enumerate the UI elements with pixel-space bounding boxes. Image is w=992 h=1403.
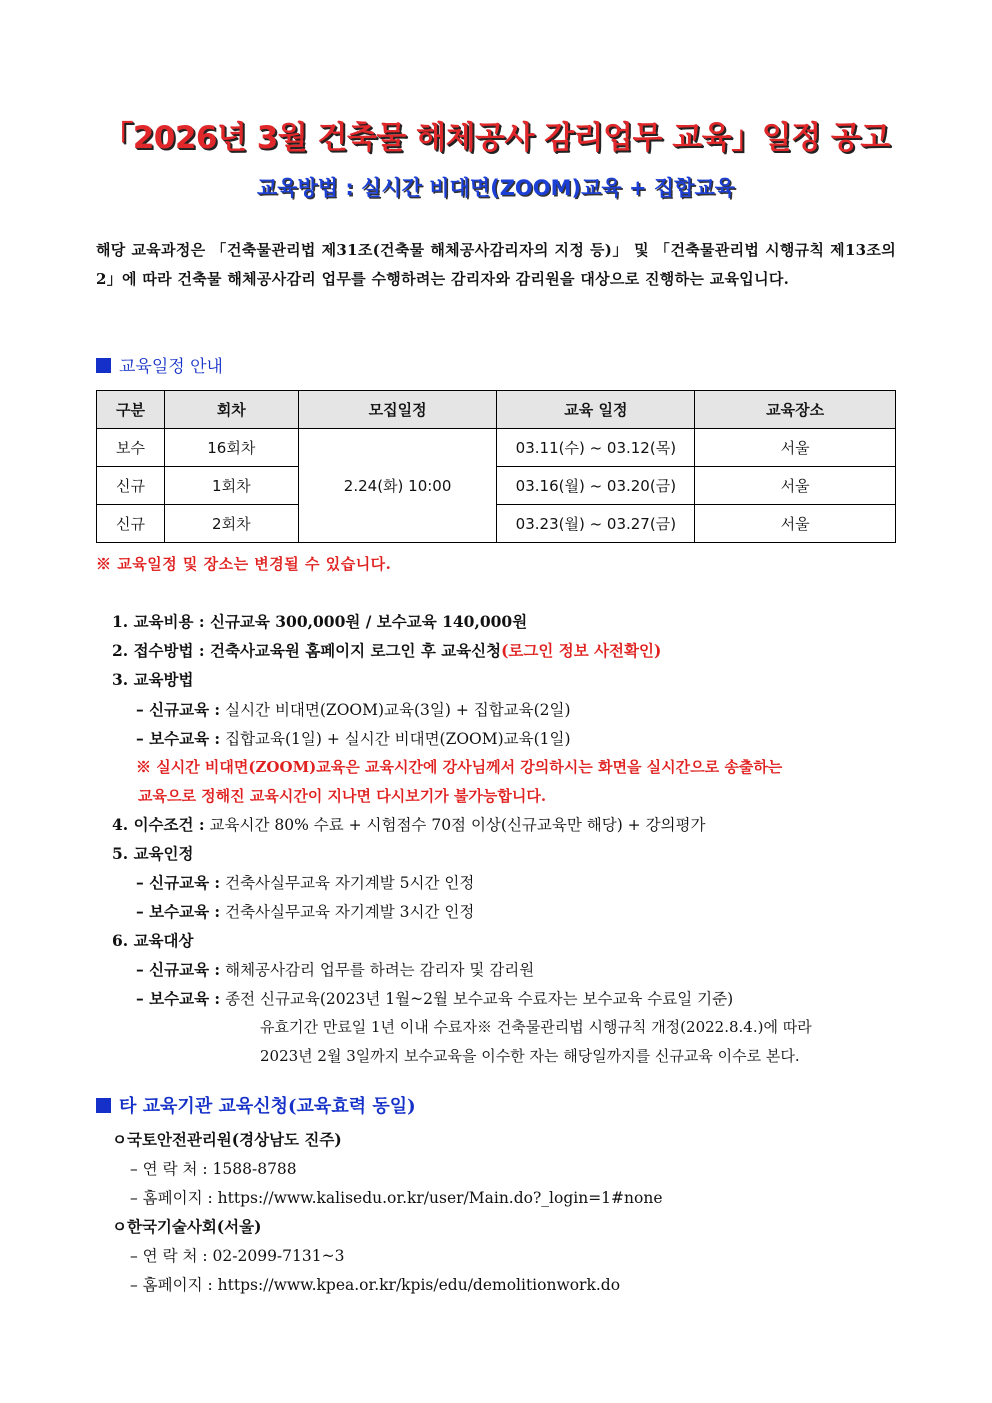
item-apply-note: (로그인 정보 사전확인) [501, 641, 662, 660]
header-round: 회차 [164, 391, 298, 429]
schedule-heading [96, 352, 223, 377]
item-recognition-new-label: – 신규교육 : [136, 873, 221, 892]
table-header-row [97, 391, 896, 429]
header-type: 구분 [97, 391, 165, 429]
cell-round: 16회차 [164, 429, 298, 467]
item-method-new-label: – 신규교육 : [136, 700, 221, 719]
item-cost: 1. 교육비용 : 신규교육 300,000원 / 보수교육 140,000원 [112, 612, 528, 631]
item-completion [112, 813, 705, 835]
cell-round: 2회차 [164, 505, 298, 543]
cell-place: 서울 [695, 429, 896, 467]
item-method-refresh [136, 727, 571, 749]
item-completion-label: 4. 이수조건 : [112, 815, 205, 834]
org1-contact: – 연 락 처 : 1588-8788 [130, 1160, 297, 1178]
cell-type: 신규 [97, 505, 165, 543]
item-method: 3. 교육방법 [112, 670, 194, 689]
table-row [97, 429, 896, 467]
item-recognition-new-text: 건축사실무교육 자기계발 5시간 인정 [225, 874, 475, 892]
item-recognition: 5. 교육인정 [112, 844, 194, 863]
item-recognition-refresh-label: – 보수교육 : [136, 902, 221, 921]
org1-name: ㅇ국토안전관리원(경상남도 진주) [112, 1130, 342, 1149]
org2-homepage[interactable]: – 홈페이지 : https://www.kpea.or.kr/kpis/edu/demolitionwork.do [130, 1276, 621, 1294]
item-target: 6. 교육대상 [112, 931, 194, 950]
cell-period: 03.16(월) ~ 03.20(금) [497, 467, 695, 505]
schedule-heading-text: 교육일정 안내 [119, 357, 223, 377]
item-target-new-text: 해체공사감리 업무를 하려는 감리자 및 감리원 [225, 961, 535, 979]
cell-period: 03.11(수) ~ 03.12(목) [497, 429, 695, 467]
item-target-new-label: – 신규교육 : [136, 960, 221, 979]
cell-place: 서울 [695, 505, 896, 543]
item-target-refresh-text1: 종전 신규교육(2023년 1월~2월 보수교육 수료자는 보수교육 수료일 기준) [225, 990, 734, 1008]
square-bullet-icon [96, 1098, 111, 1113]
cell-period: 03.23(월) ~ 03.27(금) [497, 505, 695, 543]
header-place: 교육장소 [695, 391, 896, 429]
item-target-refresh [136, 987, 733, 1009]
item-method-refresh-label: – 보수교육 : [136, 729, 221, 748]
item-completion-text: 교육시간 80% 수료 + 시험점수 70점 이상(신규교육만 해당) + 강의평가 [209, 816, 706, 834]
cell-recruit: 2.24(화) 10:00 [298, 429, 497, 543]
page-title: 「2026년 3월 건축물 해체공사 감리업무 교육」일정 공고 [102, 120, 890, 156]
square-bullet-icon [96, 358, 111, 373]
schedule-table [96, 390, 896, 543]
table-row [97, 505, 896, 543]
item-recognition-refresh [136, 900, 474, 922]
item-target-refresh-text3: 2023년 2월 3일까지 보수교육을 이수한 자는 해당일까지를 신규교육 이수로 본다. [260, 1047, 800, 1065]
item-target-new [136, 958, 534, 980]
header-period: 교육 일정 [497, 391, 695, 429]
method-note-line2: 교육으로 정해진 교육시간이 지나면 다시보기가 불가능합니다. [138, 787, 547, 805]
other-heading-text: 타 교육기관 교육신청(교육효력 동일) [119, 1096, 416, 1117]
schedule-note: ※ 교육일정 및 장소는 변경될 수 있습니다. [96, 555, 392, 573]
intro-paragraph [96, 236, 896, 294]
item-target-refresh-label: – 보수교육 : [136, 989, 221, 1008]
org2-name: ㅇ한국기술사회(서울) [112, 1217, 262, 1236]
item-recognition-refresh-text: 건축사실무교육 자기계발 3시간 인정 [225, 903, 475, 921]
cell-place: 서울 [695, 467, 896, 505]
item-target-refresh-text2: 유효기간 만료일 1년 이내 수료자※ 건축물관리법 시행규칙 개정(2022.8.4.)에 따라 [260, 1018, 812, 1036]
page-subtitle: 교육방법 : 실시간 비대면(ZOOM)교육 + 집합교육 [256, 176, 736, 200]
cell-type: 보수 [97, 429, 165, 467]
cell-type: 신규 [97, 467, 165, 505]
table-row [97, 467, 896, 505]
item-method-refresh-text: 집합교육(1일) + 실시간 비대면(ZOOM)교육(1일) [225, 730, 571, 748]
method-note-line1: ※ 실시간 비대면(ZOOM)교육은 교육시간에 강사님께서 강의하시는 화면을 실시간으로 송출하는 [136, 758, 783, 776]
item-recognition-new [136, 871, 474, 893]
item-method-new [136, 698, 571, 720]
cell-round: 1회차 [164, 467, 298, 505]
item-apply [112, 639, 661, 661]
org1-homepage[interactable]: – 홈페이지 : https://www.kalisedu.or.kr/user/Main.do?_login=1#none [130, 1189, 663, 1207]
org2-contact: – 연 락 처 : 02-2099-7131~3 [130, 1247, 345, 1265]
header-recruit: 모집일정 [298, 391, 497, 429]
item-method-new-text: 실시간 비대면(ZOOM)교육(3일) + 집합교육(2일) [225, 701, 571, 719]
other-heading [96, 1092, 416, 1118]
intro-text: 해당 교육과정은 「건축물관리법 제31조(건축물 해체공사감리자의 지정 등)」 및 「건축물관리법 시행규칙 제13조의2」에 따라 건축물 해체공사감리 업무를 수행하려는 감리자와 감리원을 대상으로 진행하는 교육입니다. [96, 241, 896, 288]
item-apply-text: 2. 접수방법 : 건축사교육원 홈페이지 로그인 후 교육신청 [112, 641, 502, 660]
